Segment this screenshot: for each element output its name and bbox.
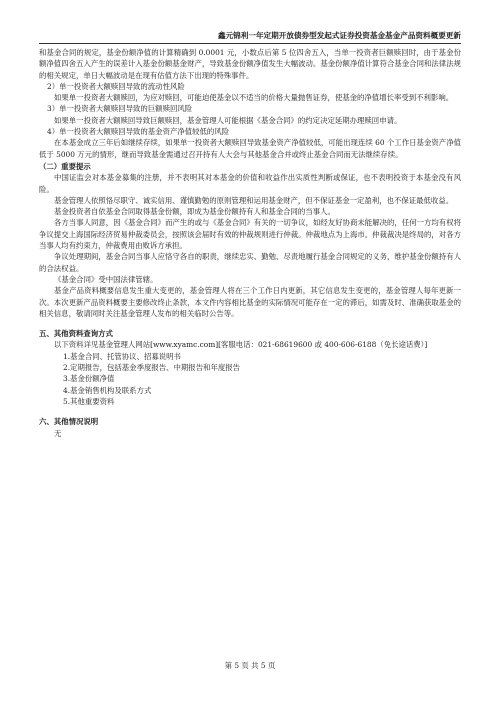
list-item: 2.定期报告，包括基金季度报告、中期报告和年度报告	[63, 363, 241, 373]
page-number: 第 5 页 共 5 页	[224, 661, 276, 670]
section-6-heading: 六、其他情况说明	[39, 417, 99, 427]
notice-paragraph: 各方当事人同意，因《基金合同》而产生的或与《基金合同》有关的一切争议，如经友好协商未能解决的，任何一方均有权将争议提交上海国际经济贸易仲裁委员会，按照该会届时有效的仲裁规则进行仲裁。仲裁地点为上海市。仲裁裁决是终局的，对各方当事人均有约束力，仲裁费用由败诉方承担。	[39, 218, 461, 251]
header-rule	[39, 43, 461, 44]
important-notice-heading: （二）重要提示	[39, 161, 91, 171]
document-header: 鑫元锦利一年定期开放债券型发起式证券投资基金基金产品资料概要更新	[218, 31, 461, 40]
list-item: 5.其他重要资料	[63, 396, 115, 406]
notice-paragraph: 基金管理人依照恪尽职守、诚实信用、谨慎勤勉的原则管理和运用基金财产，但不保证基金一定盈利，也不保证最低收益。	[54, 195, 454, 205]
list-item: 1.基金合同、托管协议、招募说明书	[63, 351, 181, 361]
paragraph-valuation: 和基金合同的规定，基金份额净值的计算精确到 0.0001 元，小数点后第 5 位四舍五入，当单一投资者巨额赎回时，由于基金份额净值四舍五入产生的误差计入基金份额基金财产，导致基金份额净值发生大幅波动。基金份额净值计算符合基金合同和法律法规的相关规定，单日大幅波动是在现有估值方法下出现的特殊事件。	[39, 48, 461, 80]
item-2-title: 2）单一投资者大额赎回导致的流动性风险	[47, 81, 185, 91]
notice-paragraph: 《基金合同》受中国法律管辖。	[54, 274, 158, 284]
item-4-text: 在本基金成立三年后如继续存续，如果单一投资者大额赎回导致基金资产净值较低，可能出现连续 60 个工作日基金资产净值低于 5000 万元的情形，继而导致基金需通过召开持有人大会与其他基金合并或终止基金合同而无法继续存续。	[39, 138, 461, 159]
notice-paragraph: 基金产品资料概要信息发生重大变更的，基金管理人将在三个工作日内更新，其它信息发生变更的，基金管理人每年更新一次。本次更新产品资料概要主要修改终止条款，本文件内容相比基金的实际情况可能存在一定的滞后，如需及时、准确获取基金的相关信息，敬请同时关注基金管理人发布的相关临时公告等。	[39, 286, 461, 318]
notice-paragraph: 争议处理期间，基金合同当事人应恪守各自的职责，继续忠实、勤勉、尽责地履行基金合同规定的义务，维护基金份额持有人的合法权益。	[39, 252, 461, 273]
list-item: 3.基金份额净值	[63, 374, 115, 384]
list-item: 4.基金销售机构及联系方式	[63, 385, 152, 395]
notice-paragraph: 基金投资者自依基金合同取得基金份额，即成为基金份额持有人和基金合同的当事人。	[54, 207, 335, 217]
item-3-title: 3）单一投资者大额赎回导致的巨额赎回风险	[47, 104, 193, 114]
section-6-text: 无	[54, 428, 62, 438]
item-2-text: 如果单一投资者大额赎回，为应对赎回，可能迫使基金以不适当的价格大量抛售证券，使基金的净值增长率受到不利影响。	[54, 93, 454, 103]
section-5-intro: 以下资料详见基金管理人网站[www.xyamc.com][客服电话：021-68619600 或 400-606-6188（免长途话费）]	[54, 340, 428, 350]
section-5-heading: 五、其他资料查询方式	[39, 329, 113, 339]
notice-paragraph: 中国证监会对本基金募集的注册，并不表明其对本基金的价值和收益作出实质性判断或保证，也不表明投资于本基金没有风险。	[39, 173, 461, 194]
item-3-text: 如果单一投资者大额赎回导致巨额赎回，基金管理人可能根据《基金合同》的约定决定延期办理赎回申请。	[54, 115, 402, 125]
item-4-title: 4）单一投资者大额赎回导致的基金资产净值较低的风险	[47, 127, 230, 137]
document-body	[39, 47, 461, 439]
